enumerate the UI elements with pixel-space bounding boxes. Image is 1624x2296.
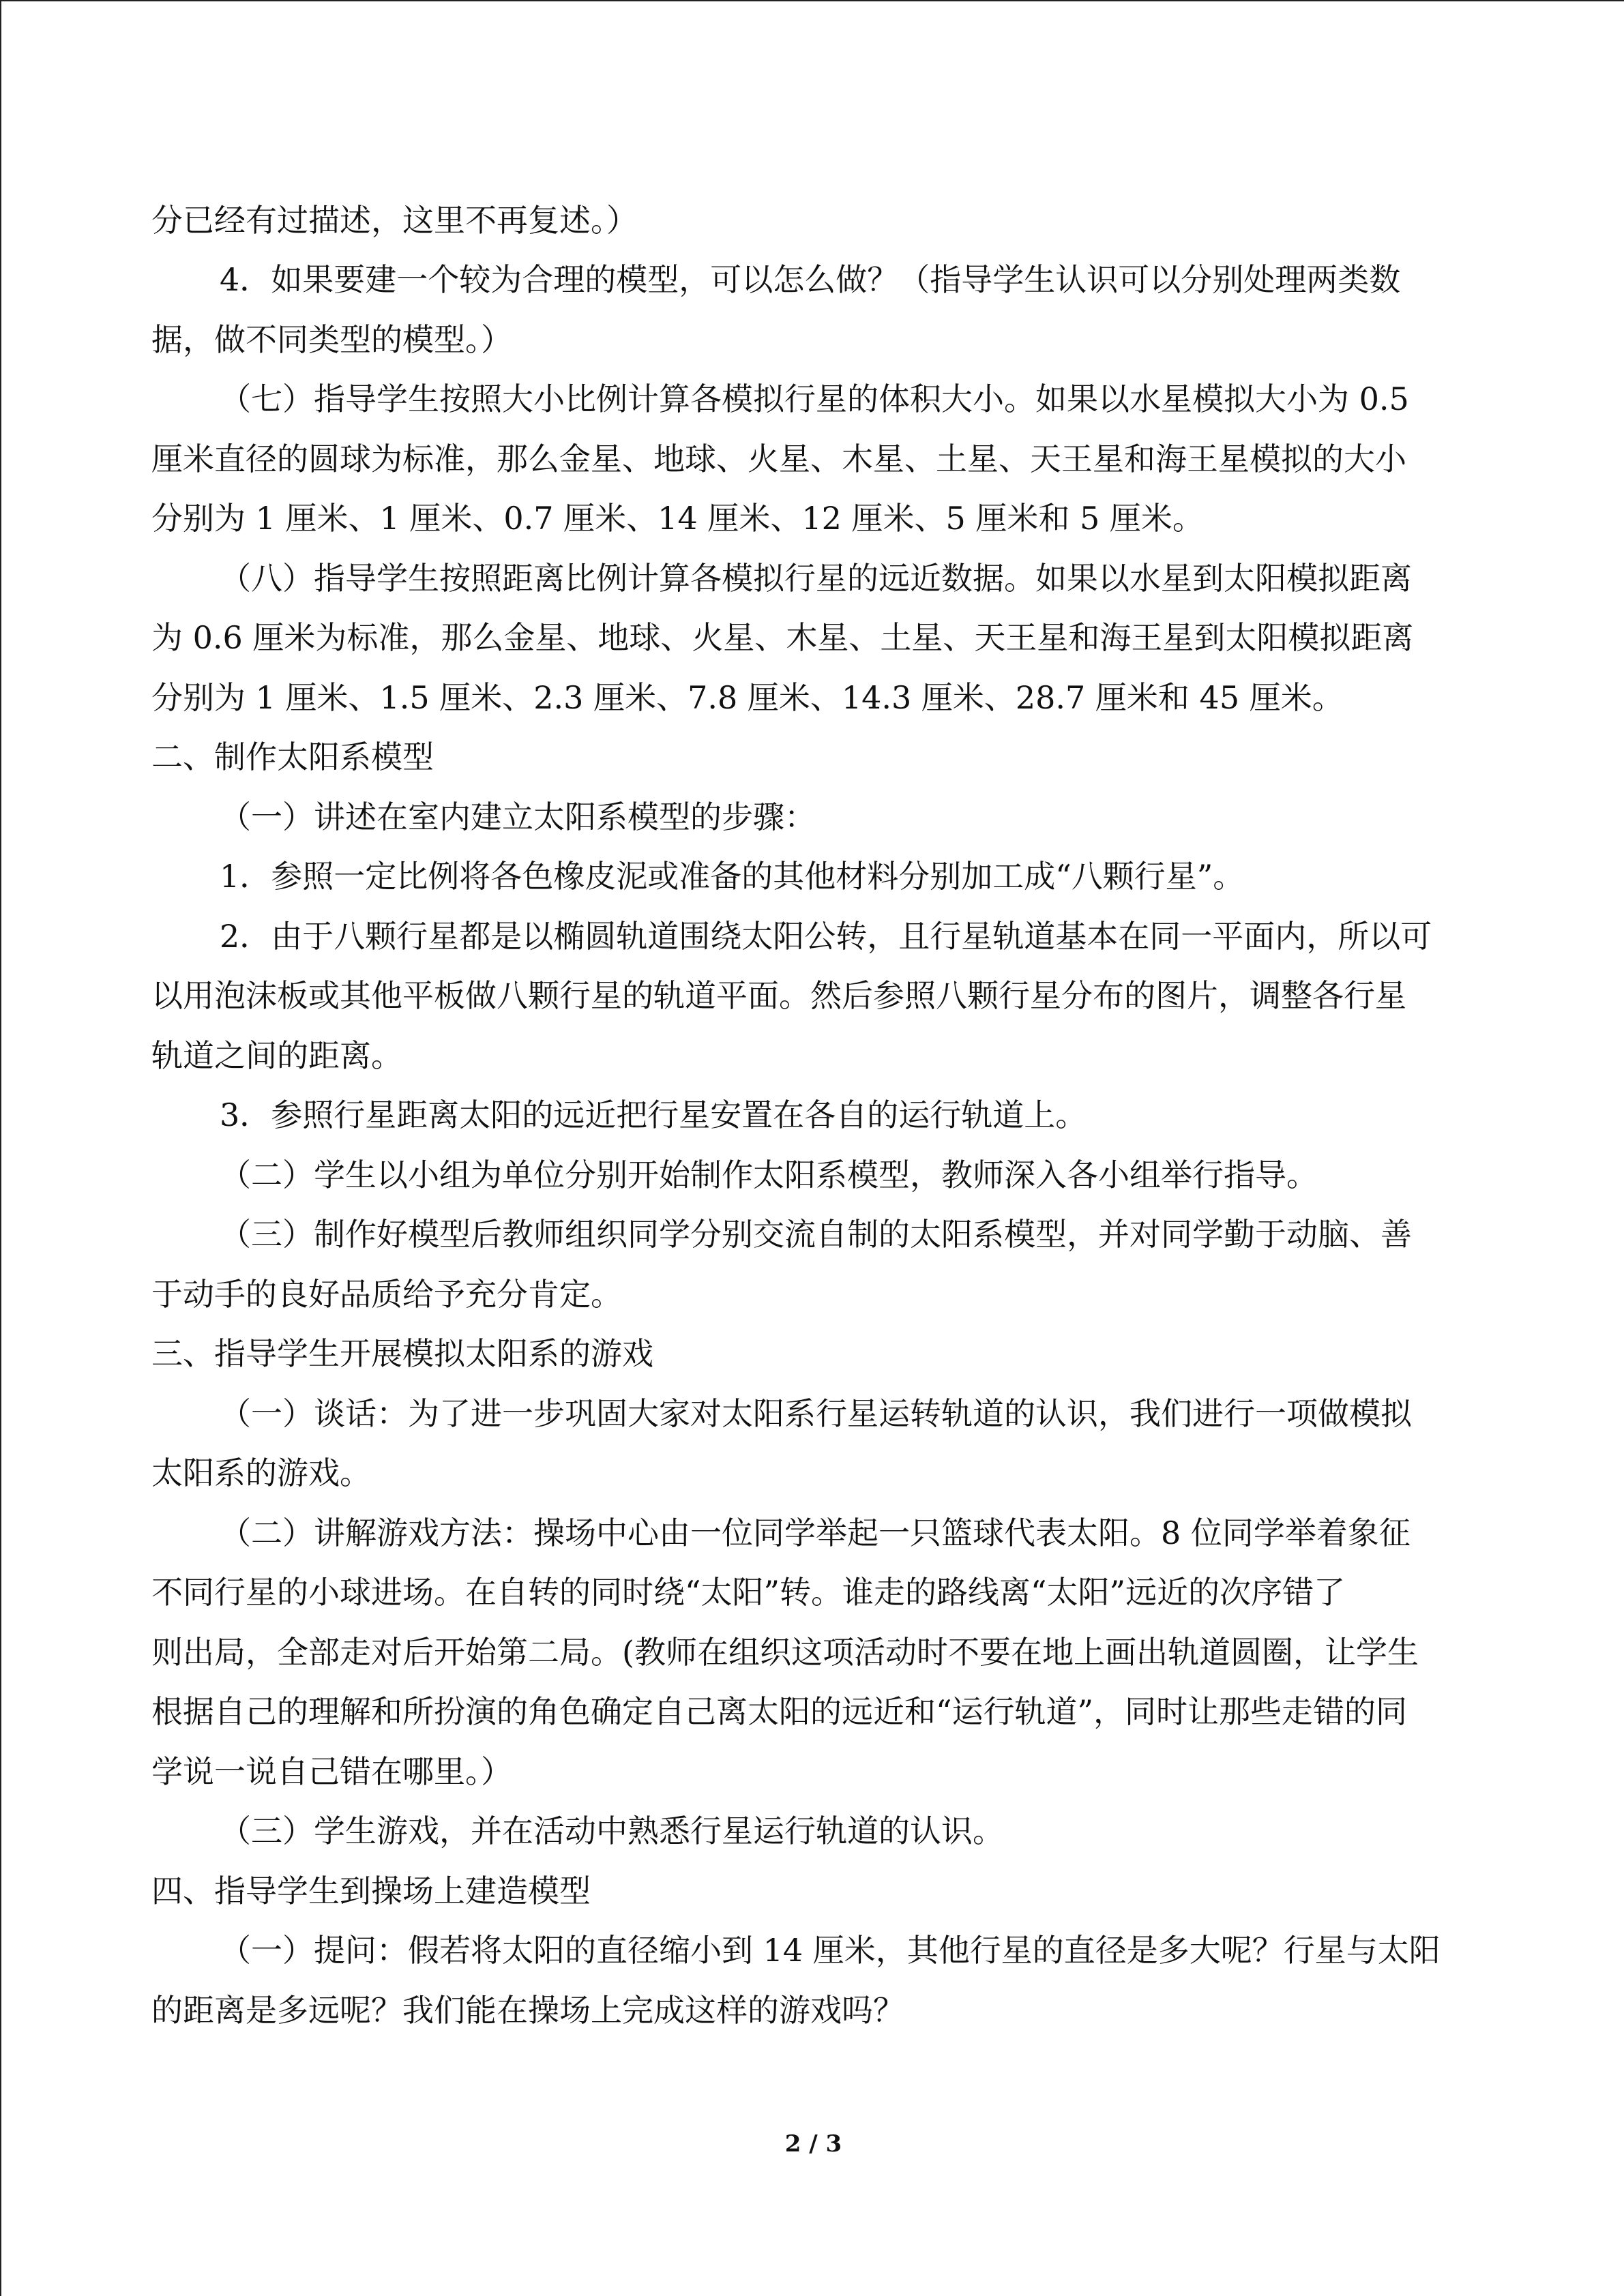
- page-number: 2 / 3: [784, 2130, 842, 2158]
- section-heading: 三、指导学生开展模拟太阳系的游戏: [151, 1335, 653, 1372]
- text-line: 根据自己的理解和所扮演的角色确定自己离太阳的远近和“运行轨道”，同时让那些走错的同: [151, 1693, 1408, 1730]
- text-line: 分已经有过描述，这里不再复述。）: [151, 202, 638, 239]
- text-line: 3．参照行星距离太阳的远近把行星安置在各自的运行轨道上。: [220, 1097, 1087, 1133]
- text-line: （一）谈话：为了进一步巩固大家对太阳系行星运转轨道的认识，我们进行一项做模拟: [220, 1395, 1412, 1432]
- text-line: 分别为 1 厘米、1 厘米、0.7 厘米、14 厘米、12 厘米、5 厘米和 5 厘米。: [151, 500, 1204, 537]
- text-line: （二）学生以小组为单位分别开始制作太阳系模型，教师深入各小组举行指导。: [220, 1157, 1318, 1193]
- text-line: 据，做不同类型的模型。）: [151, 321, 512, 358]
- text-line: 分别为 1 厘米、1.5 厘米、2.3 厘米、7.8 厘米、14.3 厘米、28.7 厘米和 45 厘米。: [151, 679, 1344, 716]
- text-line: 太阳系的游戏。: [151, 1455, 371, 1491]
- text-line: 1．参照一定比例将各色橡皮泥或准备的其他材料分别加工成“八颗行星”。: [220, 858, 1245, 895]
- text-line: （一）提问：假若将太阳的直径缩小到 14 厘米，其他行星的直径是多大呢？行星与太阳: [220, 1932, 1441, 1969]
- text-line: （八）指导学生按照距离比例计算各模拟行星的远近数据。如果以水星到太阳模拟距离: [220, 560, 1412, 597]
- text-line: 不同行星的小球进场。在自转的同时绕“太阳”转。谁走的路线离“太阳”远近的次序错了: [151, 1574, 1346, 1611]
- text-line: 学说一说自己错在哪里。）: [151, 1753, 512, 1790]
- text-line: 厘米直径的圆球为标准，那么金星、地球、火星、木星、土星、天王星和海王星模拟的大小: [151, 441, 1406, 477]
- text-line: （七）指导学生按照大小比例计算各模拟行星的体积大小。如果以水星模拟大小为 0.5: [220, 381, 1409, 417]
- text-line: （三）学生游戏，并在活动中熟悉行星运行轨道的认识。: [220, 1813, 1004, 1849]
- text-line: 以用泡沫板或其他平板做八颗行星的轨道平面。然后参照八颗行星分布的图片，调整各行星: [151, 977, 1406, 1014]
- text-line: 的距离是多远呢？我们能在操场上完成这样的游戏吗？: [151, 1992, 904, 2029]
- text-line: 为 0.6 厘米为标准，那么金星、地球、火星、木星、土星、天王星和海王星到太阳模拟距离: [151, 619, 1414, 656]
- text-line: 则出局，全部走对后开始第二局。(教师在组织这项活动时不要在地上画出轨道圆圈，让学生: [151, 1634, 1419, 1671]
- section-heading: 二、制作太阳系模型: [151, 739, 434, 775]
- text-line: （三）制作好模型后教师组织同学分别交流自制的太阳系模型，并对同学勤于动脑、善: [220, 1216, 1412, 1253]
- text-line: 4．如果要建一个较为合理的模型，可以怎么做？（指导学生认识可以分别处理两类数: [220, 261, 1401, 298]
- text-line: （一）讲述在室内建立太阳系模型的步骤：: [220, 799, 816, 835]
- text-line: （二）讲解游戏方法：操场中心由一位同学举起一只篮球代表太阳。8 位同学举着象征: [220, 1515, 1411, 1551]
- text-line: 2．由于八颗行星都是以椭圆轨道围绕太阳公转，且行星轨道基本在同一平面内，所以可: [220, 918, 1432, 955]
- section-heading: 四、指导学生到操场上建造模型: [151, 1873, 591, 1909]
- text-line: 于动手的良好品质给予充分肯定。: [151, 1276, 622, 1313]
- text-line: 轨道之间的距离。: [151, 1037, 402, 1074]
